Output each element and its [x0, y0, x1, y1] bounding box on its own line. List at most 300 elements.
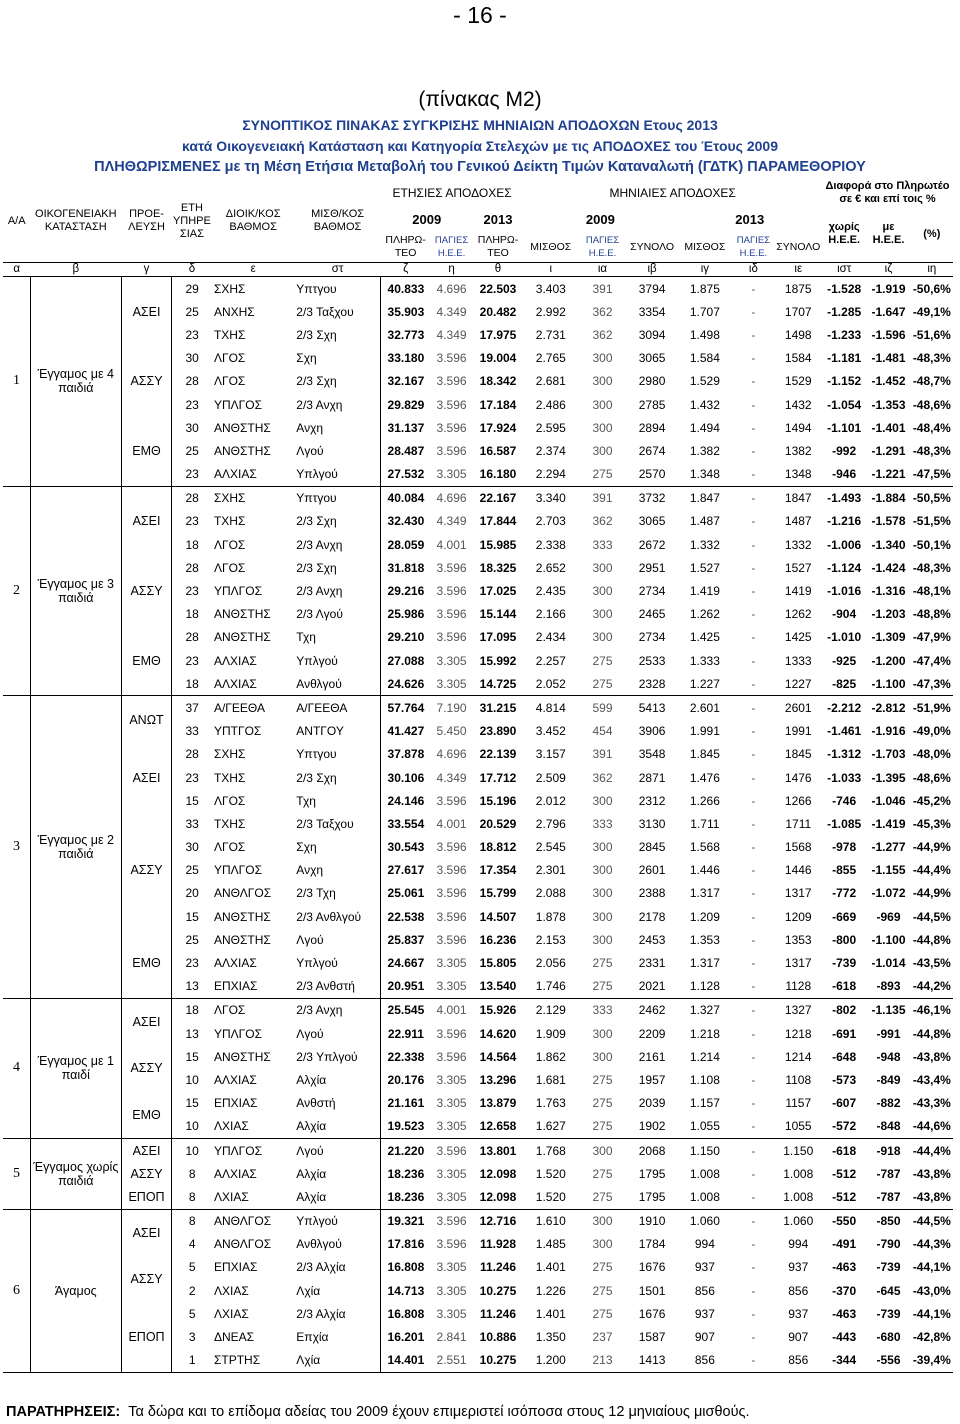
origin: ΑΣΕΙ [121, 743, 172, 813]
diff-with-hee-cell: -1.100 [871, 932, 906, 947]
monthly-salary-2009-cell: 2.257 [535, 653, 566, 668]
monthly-total-2013-cell: 937 [788, 1260, 809, 1275]
annual-payable-2013-cell: 15.985 [479, 537, 517, 552]
column-letter: ιε [775, 263, 822, 277]
annual-fixed-hee-2009-cell: 4.001 [436, 537, 467, 552]
diff-with-hee-cell: -1.419 [871, 816, 906, 831]
diff-with-hee-cell: -1.203 [871, 607, 906, 622]
annual-payable-2013-cell: 18.812 [479, 840, 517, 855]
years-cell: 23 [185, 956, 199, 971]
monthly-fixed-hee-2013-cell: - [751, 1283, 756, 1298]
monthly-fixed-hee-2009-cell: 275 [592, 1072, 613, 1087]
diff-percent-cell: -45,2% [912, 793, 951, 808]
annual-payable-2013-cell: 15.799 [479, 886, 517, 901]
monthly-salary-2009-cell: 2.434 [535, 630, 566, 645]
monthly-total-2009-cell: 2674 [638, 443, 666, 458]
monthly-total-2013-cell: 1568 [784, 840, 812, 855]
diff-with-hee-cell: -556 [866, 1349, 910, 1373]
annual-payable-2013-cell: 14.507 [479, 909, 517, 924]
monthly-fixed-hee-2009-cell: 300 [592, 863, 613, 878]
monthly-salary-2013-cell: 1.498 [689, 327, 720, 342]
table-body [3, 277, 953, 1373]
monthly-total-2013-cell: 1128 [775, 975, 822, 999]
monthly-fixed-hee-2009-cell: 300 [592, 607, 613, 622]
monthly-salary-2013-cell: 856 [694, 1283, 715, 1298]
annual-fixed-hee-2009-cell: 3.596 [436, 1237, 467, 1252]
origin: ΑΣΣΥ [121, 347, 172, 417]
monthly-salary-2009-cell: 2.338 [535, 537, 566, 552]
monthly-fixed-hee-2013-cell: - [751, 932, 756, 947]
group-number: 2 [3, 486, 30, 696]
monthly-total-2009-cell: 3094 [638, 327, 666, 342]
monthly-total-2013-cell: 1425 [784, 630, 812, 645]
monthly-salary-2013-cell: 1.209 [689, 909, 720, 924]
monthly-total-2013-cell: 1348 [775, 463, 822, 487]
monthly-salary-2013-cell: 1.327 [689, 1003, 720, 1018]
diff-percent-cell: -45,3% [912, 816, 951, 831]
annual-payable-2009-cell: 25.837 [387, 932, 425, 947]
monthly-fixed-hee-2009-cell: 333 [592, 1003, 613, 1018]
header-annual-2009: 2009 [412, 211, 442, 227]
column-letter: ζ [381, 263, 431, 277]
diff-without-hee-cell: -463 [832, 1260, 857, 1275]
column-letter: ιδ [732, 263, 774, 277]
monthly-fixed-hee-2013-cell: - [751, 863, 756, 878]
pay-grade-cell: Ανχη [294, 859, 381, 882]
years-cell: 15 [185, 1096, 199, 1111]
monthly-salary-2009-cell: 1.909 [535, 1026, 566, 1041]
annual-fixed-hee-2009-cell: 3.596 [436, 863, 467, 878]
diff-percent-cell: -44,1% [912, 1306, 951, 1321]
monthly-fixed-hee-2009-cell: 275 [592, 1283, 613, 1298]
annual-fixed-hee-2009-cell: 3.596 [436, 909, 467, 924]
pay-grade-cell: Ανχη [294, 416, 381, 439]
annual-payable-2009-cell: 19.321 [387, 1214, 425, 1229]
diff-percent-cell: -44,1% [912, 1260, 951, 1275]
origin: ΕΜΘ [121, 928, 172, 998]
monthly-salary-2013-cell: 1.529 [689, 374, 720, 389]
monthly-salary-2013-cell: 1.055 [677, 1115, 732, 1139]
monthly-total-2009-cell: 2039 [638, 1096, 666, 1111]
annual-payable-2013-cell: 18.342 [479, 374, 517, 389]
annual-payable-2009-cell: 18.236 [381, 1185, 431, 1209]
years-cell: 4 [188, 1237, 196, 1252]
pay-grade-cell: 2/3 Σχη [294, 556, 381, 579]
diff-percent-cell: -50,5% [912, 491, 951, 506]
monthly-salary-2013-cell: 1.476 [689, 770, 720, 785]
monthly-fixed-hee-2013-cell: - [751, 351, 756, 366]
monthly-total-2013-cell: 1.150 [783, 1143, 814, 1158]
annual-fixed-hee-2009-cell: 2.841 [436, 1330, 467, 1345]
monthly-total-2009-cell: 2453 [638, 932, 666, 947]
monthly-salary-2013-cell: 1.711 [690, 816, 720, 831]
monthly-fixed-hee-2013-cell: - [751, 793, 756, 808]
pay-grade-cell: Αλχία [294, 1162, 381, 1185]
monthly-fixed-hee-2013-cell: - [751, 420, 756, 435]
monthly-fixed-hee-2013-cell: - [751, 537, 756, 552]
diff-with-hee-cell: -739 [876, 1306, 901, 1321]
diff-percent-cell: -43,8% [912, 1166, 951, 1181]
monthly-total-2013-cell: 1991 [784, 724, 812, 739]
pay-grade-cell: Ανθστή [294, 1092, 381, 1115]
column-letter: ιγ [677, 263, 732, 277]
diff-with-hee-cell: -969 [876, 909, 901, 924]
admin-grade-cell: ΕΠΧΙΑΣ [213, 1260, 258, 1275]
annual-fixed-hee-2009-cell: 3.596 [436, 351, 467, 366]
years-cell: 3 [188, 1330, 196, 1345]
monthly-salary-2009-cell: 2.681 [535, 374, 566, 389]
annual-payable-2013-cell: 11.928 [479, 1237, 517, 1252]
monthly-fixed-hee-2009-cell: 300 [592, 1214, 613, 1229]
monthly-fixed-hee-2013-cell: - [751, 1237, 756, 1252]
admin-grade-cell: ΥΠΛΓΟΣ [213, 1026, 263, 1041]
family-status: Έγγαμος με 1 παιδί [30, 998, 121, 1138]
years-cell: 18 [185, 1003, 199, 1018]
annual-payable-2013-cell: 20.529 [479, 816, 517, 831]
years-cell: 23 [185, 397, 199, 412]
annual-fixed-hee-2009-cell: 3.596 [436, 630, 467, 645]
monthly-fixed-hee-2013-cell: - [751, 1072, 756, 1087]
monthly-total-2009-cell: 2601 [638, 863, 666, 878]
monthly-total-2009-cell: 2672 [638, 537, 666, 552]
monthly-fixed-hee-2013-cell: - [751, 1096, 756, 1111]
annual-payable-2009-cell: 21.220 [387, 1143, 425, 1158]
monthly-fixed-hee-2009-cell: 300 [592, 886, 613, 901]
annual-payable-2009-cell: 57.764 [387, 700, 425, 715]
monthly-salary-2009-cell: 2.703 [535, 514, 566, 529]
table-row [3, 1256, 953, 1279]
monthly-total-2013-cell: 1317 [784, 886, 812, 901]
diff-without-hee-cell: -1.528 [827, 281, 862, 296]
years-cell: 23 [185, 770, 199, 785]
column-letter: στ [294, 263, 381, 277]
monthly-total-2009-cell: 2570 [627, 463, 678, 487]
admin-grade-cell: ΑΛΧΙΑΣ [212, 463, 294, 487]
diff-without-hee-cell: -772 [832, 886, 857, 901]
annual-payable-2009-cell: 32.773 [387, 327, 425, 342]
diff-percent-cell: -47,3% [911, 672, 953, 696]
annual-payable-2009-cell: 22.538 [387, 909, 425, 924]
annual-payable-2013-cell: 19.004 [479, 351, 517, 366]
monthly-salary-2009-cell: 1.862 [535, 1049, 566, 1064]
table-row [3, 696, 953, 720]
annual-payable-2013-cell: 12.716 [479, 1214, 517, 1229]
monthly-salary-2009-cell: 2.796 [535, 816, 566, 831]
admin-grade-cell: ΤΧΗΣ [213, 770, 246, 785]
diff-percent-cell: -43,8% [911, 1185, 953, 1209]
monthly-fixed-hee-2009-cell: 300 [592, 1049, 613, 1064]
pay-grade-cell: Αλχία [294, 1115, 381, 1139]
pay-grade-cell: Λχία [294, 1349, 381, 1373]
monthly-salary-2009-cell: 1.746 [523, 975, 578, 999]
column-letter: ιζ [866, 263, 910, 277]
monthly-fixed-hee-2009-cell: 300 [592, 793, 613, 808]
annual-fixed-hee-2009-cell: 4.696 [436, 747, 467, 762]
monthly-salary-2013-cell: 1.845 [689, 747, 720, 762]
header-admin-grade: ΔΙΟΙΚ/ΚΟΣ ΒΑΘΜΟΣ [225, 208, 281, 233]
diff-with-hee-cell: -1.046 [871, 793, 906, 808]
monthly-total-2009-cell: 2871 [638, 770, 666, 785]
monthly-fixed-hee-2013-cell: - [751, 607, 756, 622]
monthly-total-2013-cell: 907 [788, 1330, 809, 1345]
monthly-fixed-hee-2013-cell: - [732, 463, 774, 487]
monthly-fixed-hee-2013-cell: - [751, 491, 756, 506]
monthly-fixed-hee-2013-cell: - [751, 584, 756, 599]
monthly-total-2009-cell: 5413 [638, 700, 666, 715]
monthly-total-2009-cell: 1957 [638, 1072, 666, 1087]
header-monthly-pay: ΜΗΝΙΑΙΕΣ ΑΠΟΔΟΧΕΣ [609, 185, 736, 200]
group-number: 3 [3, 696, 30, 998]
monthly-salary-2013-cell: 1.487 [689, 514, 720, 529]
column-letter: ε [212, 263, 294, 277]
diff-without-hee-cell: -618 [832, 1143, 857, 1158]
diff-percent-cell: -48,6% [912, 397, 951, 412]
pay-grade-cell: Τχη [294, 789, 381, 812]
monthly-salary-2009-cell: 2.056 [535, 956, 566, 971]
diff-without-hee-cell: -491 [832, 1237, 857, 1252]
origin: ΑΣΕΙ [121, 486, 172, 556]
diff-with-hee-cell: -1.316 [871, 584, 906, 599]
pay-grade-cell: Λγού [294, 439, 381, 462]
diff-percent-cell: -51,9% [912, 700, 951, 715]
years-cell: 28 [185, 630, 199, 645]
table-row [3, 1092, 953, 1115]
admin-grade-cell: ΣΧΗΣ [213, 747, 246, 762]
monthly-salary-2009-cell: 2.992 [535, 304, 566, 319]
monthly-total-2013-cell: 1707 [784, 304, 812, 319]
diff-without-hee-cell: -904 [832, 607, 857, 622]
diff-percent-cell: -48,8% [912, 607, 951, 622]
monthly-fixed-hee-2009-cell: 300 [592, 1143, 613, 1158]
annual-payable-2013-cell: 13.296 [479, 1072, 517, 1087]
monthly-total-2013-cell: 1266 [784, 793, 812, 808]
admin-grade-cell: ΑΝΘΣΤΗΣ [213, 932, 271, 947]
monthly-fixed-hee-2013-cell: - [751, 1306, 756, 1321]
monthly-fixed-hee-2013-cell: - [751, 1026, 756, 1041]
diff-without-hee-cell: -512 [822, 1185, 866, 1209]
diff-percent-cell: -44,6% [911, 1115, 953, 1139]
pay-grade-cell: 2/3 Σχη [294, 510, 381, 533]
diff-percent-cell: -48,1% [912, 584, 951, 599]
monthly-salary-2013-cell: 1.108 [689, 1072, 720, 1087]
diff-percent-cell: -42,8% [912, 1330, 951, 1345]
monthly-salary-2009-cell: 1.763 [535, 1096, 566, 1111]
annual-payable-2013-cell: 15.992 [479, 653, 517, 668]
annual-fixed-hee-2009-cell: 4.001 [436, 1003, 467, 1018]
diff-percent-cell: -48,3% [912, 443, 951, 458]
years-cell: 37 [185, 700, 199, 715]
monthly-fixed-hee-2013-cell: - [751, 1143, 756, 1158]
remarks-text: Τα δώρα και το επίδομα αδείας του 2009 έχουν επιμεριστεί ισόποσα στους 12 μηνιαίους μισθούς. [128, 1404, 750, 1420]
admin-grade-cell: ΔΝΕΑΣ [213, 1330, 255, 1345]
monthly-total-2013-cell: 1494 [784, 420, 812, 435]
monthly-fixed-hee-2009-cell: 300 [592, 840, 613, 855]
monthly-total-2009-cell: 1676 [638, 1306, 666, 1321]
monthly-total-2013-cell: 1262 [784, 607, 812, 622]
annual-fixed-hee-2009-cell: 3.596 [436, 420, 467, 435]
admin-grade-cell: ΛΧΙΑΣ [212, 1185, 294, 1209]
annual-fixed-hee-2009-cell: 3.305 [436, 1260, 467, 1275]
pay-grade-cell: Α/ΓΕΕΘΑ [294, 696, 381, 720]
diff-without-hee-cell: -607 [832, 1096, 857, 1111]
monthly-salary-2009-cell: 1.401 [535, 1260, 566, 1275]
header-without-hee: χωρίς Η.Ε.Ε. [828, 221, 861, 246]
monthly-fixed-hee-2009-cell: 300 [592, 1237, 613, 1252]
header-pay-grade: ΜΙΣΘ/ΚΟΣ ΒΑΘΜΟΣ [311, 208, 365, 233]
annual-payable-2013-cell: 17.712 [479, 770, 517, 785]
diff-with-hee-cell: -893 [866, 975, 910, 999]
diff-with-hee-cell: -1.277 [871, 840, 906, 855]
monthly-total-2013-cell: 1.008 [775, 1185, 822, 1209]
monthly-total-2009-cell: 2734 [638, 584, 666, 599]
admin-grade-cell: ΤΧΗΣ [213, 514, 246, 529]
diff-without-hee-cell: -802 [832, 1003, 857, 1018]
annual-payable-2009-cell: 40.084 [387, 491, 425, 506]
admin-grade-cell: ΑΛΧΙΑΣ [212, 672, 294, 696]
annual-payable-2009-cell: 33.554 [387, 816, 425, 831]
annual-fixed-hee-2009-cell: 4.349 [436, 770, 467, 785]
admin-grade-cell: ΥΠΛΓΟΣ [213, 397, 263, 412]
monthly-salary-2013-cell: 1.266 [689, 793, 720, 808]
annual-fixed-hee-2009-cell: 3.596 [436, 560, 467, 575]
header-fixed-hee-m2009: ΠΑΓΙΕΣ Η.Ε.Ε. [585, 235, 620, 259]
monthly-salary-2013-cell: 1.128 [677, 975, 732, 999]
annual-fixed-hee-2009-cell: 3.305 [436, 1166, 467, 1181]
monthly-fixed-hee-2009-cell: 300 [592, 909, 613, 924]
monthly-salary-2009-cell: 1.610 [535, 1214, 566, 1229]
diff-with-hee-cell: -991 [876, 1026, 901, 1041]
monthly-salary-2013-cell: 1.317 [689, 956, 720, 971]
monthly-total-2013-cell: 1419 [784, 584, 812, 599]
monthly-total-2013-cell: 994 [788, 1237, 809, 1252]
diff-without-hee-cell: -512 [832, 1166, 857, 1181]
years-cell: 23 [185, 653, 199, 668]
monthly-salary-2009-cell: 2.509 [535, 770, 566, 785]
monthly-total-2013-cell: 1157 [785, 1096, 812, 1111]
monthly-total-2013-cell: 1446 [784, 863, 812, 878]
pay-grade-cell: Υπτγου [294, 743, 381, 766]
monthly-total-2013-cell: 856 [775, 1349, 822, 1373]
diff-without-hee-cell: -1.181 [827, 351, 862, 366]
diff-percent-cell: -48,7% [912, 374, 951, 389]
annual-payable-2013-cell: 22.503 [479, 281, 517, 296]
diff-without-hee-cell: -550 [832, 1214, 857, 1229]
diff-with-hee-cell: -918 [876, 1143, 901, 1158]
family-status: Άγαμος [30, 1209, 121, 1372]
pay-grade-cell: 2/3 Ανχη [294, 533, 381, 556]
monthly-salary-2009-cell: 1.485 [535, 1237, 566, 1252]
monthly-salary-2013-cell: 1.262 [689, 607, 720, 622]
monthly-salary-2009-cell: 2.486 [535, 397, 566, 412]
monthly-total-2009-cell: 3130 [638, 816, 666, 831]
pay-grade-cell: 2/3 Υπλγού [294, 1045, 381, 1068]
annual-payable-2013-cell: 16.587 [479, 443, 517, 458]
monthly-total-2009-cell: 1795 [638, 1166, 666, 1181]
years-cell: 25 [185, 932, 199, 947]
table-row [3, 1185, 953, 1209]
column-letter: θ [473, 263, 524, 277]
monthly-total-2009-cell: 1413 [627, 1349, 678, 1373]
header-aa: Α/Α [7, 214, 26, 227]
monthly-salary-2013-cell: 1.060 [689, 1214, 720, 1229]
monthly-fixed-hee-2013-cell: - [751, 397, 756, 412]
monthly-salary-2013-cell: 1.333 [689, 653, 720, 668]
pay-grade-cell: Σχη [294, 836, 381, 859]
monthly-total-2013-cell: 1108 [785, 1072, 812, 1087]
annual-payable-2013-cell: 17.025 [479, 584, 517, 599]
admin-grade-cell: ΛΓΟΣ [213, 840, 246, 855]
diff-without-hee-cell: -648 [832, 1049, 857, 1064]
diff-with-hee-cell: -2.812 [871, 700, 906, 715]
monthly-fixed-hee-2013-cell: - [751, 560, 756, 575]
header-annual-pay: ΕΤΗΣΙΕΣ ΑΠΟΔΟΧΕΣ [392, 185, 512, 200]
monthly-salary-2009-cell: 1.200 [523, 1349, 578, 1373]
years-cell: 29 [185, 281, 199, 296]
origin: ΑΣΕΙ [121, 277, 172, 347]
annual-payable-2013-cell: 11.246 [479, 1260, 517, 1275]
monthly-total-2013-cell: 1055 [775, 1115, 822, 1139]
diff-percent-cell: -44,4% [912, 1143, 951, 1158]
monthly-salary-2009-cell: 1.520 [535, 1166, 566, 1181]
pay-grade-cell: 2/3 Σχη [294, 370, 381, 393]
monthly-fixed-hee-2009-cell: 275 [592, 1166, 613, 1181]
pay-grade-cell: 2/3 Αλχία [294, 1256, 381, 1279]
pay-grade-cell: 2/3 Σχη [294, 323, 381, 346]
header-salary-2013: ΜΙΣΘΟΣ [684, 240, 726, 253]
annual-fixed-hee-2009-cell: 5.450 [436, 724, 467, 739]
annual-fixed-hee-2009-cell: 3.305 [436, 1306, 467, 1321]
diff-with-hee-cell: -1.647 [871, 304, 906, 319]
pay-grade-cell: Λχία [294, 1279, 381, 1302]
diff-percent-cell: -50,1% [912, 537, 951, 552]
pay-grade-cell: Επχία [294, 1325, 381, 1348]
monthly-fixed-hee-2009-cell: 300 [592, 420, 613, 435]
monthly-salary-2013-cell: 907 [694, 1330, 715, 1345]
pay-grade-cell: Σχη [294, 347, 381, 370]
diff-with-hee-cell: -645 [876, 1283, 901, 1298]
monthly-salary-2013-cell: 1.150 [689, 1143, 720, 1158]
diff-percent-cell: -48,4% [912, 420, 951, 435]
monthly-total-2013-cell: 1.060 [783, 1214, 814, 1229]
admin-grade-cell: ΑΝΘΣΤΗΣ [213, 909, 271, 924]
pay-grade-cell: 2/3 Ανχη [294, 579, 381, 602]
diff-percent-cell: -44,9% [912, 886, 951, 901]
diff-without-hee-cell: -1.010 [827, 630, 862, 645]
annual-fixed-hee-2009-cell: 4.349 [436, 304, 467, 319]
origin: ΕΠΟΠ [121, 1302, 172, 1372]
annual-payable-2009-cell: 27.532 [381, 463, 431, 487]
monthly-total-2013-cell: 1711 [785, 816, 812, 831]
years-cell: 13 [185, 1026, 199, 1041]
monthly-salary-2013-cell: 1.353 [689, 932, 720, 947]
monthly-total-2013-cell: 1327 [784, 1003, 812, 1018]
column-letter: ιβ [627, 263, 678, 277]
diff-without-hee-cell: -925 [832, 653, 857, 668]
diff-with-hee-cell: -1.919 [871, 281, 906, 296]
monthly-salary-2009-cell: 1.681 [535, 1072, 566, 1087]
monthly-salary-2013-cell: 1.991 [689, 724, 720, 739]
origin: ΑΣΕΙ [121, 1138, 172, 1162]
monthly-total-2009-cell: 1910 [638, 1214, 666, 1229]
family-status: Έγγαμος με 3 παιδιά [30, 486, 121, 696]
monthly-salary-2013-cell: 1.317 [689, 886, 720, 901]
annual-payable-2013-cell: 15.805 [479, 956, 517, 971]
table-reference: (πίνακας Μ2) [418, 88, 542, 111]
monthly-fixed-hee-2009-cell: 333 [592, 816, 613, 831]
monthly-salary-2009-cell: 3.452 [535, 724, 566, 739]
monthly-total-2009-cell: 2328 [627, 672, 678, 696]
pay-grade-cell: 2/3 Ανθστή [294, 975, 381, 999]
